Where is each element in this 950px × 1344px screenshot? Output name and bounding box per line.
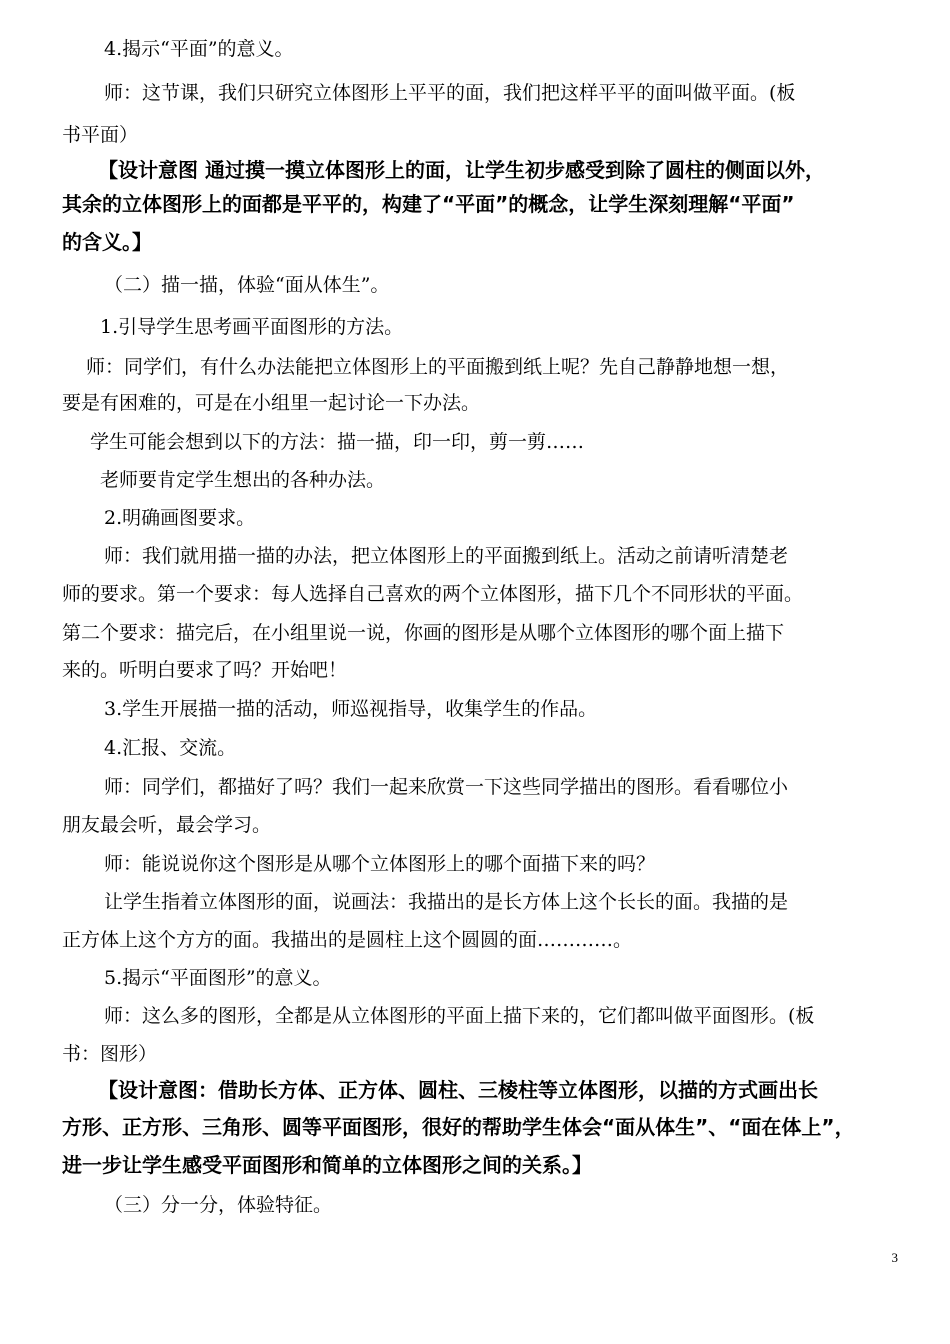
text-line: 要是有困难的，可是在小组里一起讨论一下办法。 bbox=[62, 392, 481, 414]
text-line: 5.揭示“平面图形”的意义。 bbox=[104, 967, 332, 989]
section-heading: （二）描一描，体验“面从体生”。 bbox=[104, 274, 390, 296]
text-line: 师：我们就用描一描的办法，把立体图形上的平面搬到纸上。活动之前请听清楚老 bbox=[104, 545, 789, 567]
text-line: 第二个要求：描完后，在小组里说一说，你画的图形是从哪个立体图形的哪个面上描下 bbox=[62, 622, 785, 644]
text-line: 师：能说说你这个图形是从哪个立体图形上的哪个面描下来的吗？ bbox=[104, 853, 656, 875]
text-line: 师的要求。第一个要求：每人选择自己喜欢的两个立体图形，描下几个不同形状的平面。 bbox=[62, 583, 804, 605]
design-intent-line: 的含义。】 bbox=[62, 230, 152, 254]
section-heading: （三）分一分，体验特征。 bbox=[104, 1194, 333, 1216]
design-intent-line: 【设计意图：借助长方体、正方体、圆柱、三棱柱等立体图形，以描的方式画出长 bbox=[98, 1078, 818, 1102]
design-intent-line: 进一步让学生感受平面图形和简单的立体图形之间的关系。】 bbox=[62, 1153, 592, 1177]
design-intent-line: 【设计意图 通过摸一摸立体图形上的面，让学生初步感受到除了圆柱的侧面以外， bbox=[98, 158, 825, 182]
text-line: 1.引导学生思考画平面图形的方法。 bbox=[100, 316, 404, 338]
design-intent-line: 方形、正方形、三角形、圆等平面图形，很好的帮助学生体会“面从体生”、“面在体上”， bbox=[62, 1115, 855, 1139]
text-line: 朋友最会听，最会学习。 bbox=[62, 814, 272, 836]
text-line: 师：同学们，有什么办法能把立体图形上的平面搬到纸上呢？先自己静静地想一想， bbox=[86, 356, 790, 378]
text-line: 4.汇报、交流。 bbox=[104, 737, 237, 759]
text-line: 书：图形） bbox=[62, 1043, 158, 1065]
text-line: 书平面） bbox=[62, 124, 139, 146]
text-line: 师：这节课，我们只研究立体图形上平平的面，我们把这样平平的面叫做平面。(板 bbox=[104, 82, 796, 104]
text-line: 3.学生开展描一描的活动，师巡视指导，收集学生的作品。 bbox=[104, 698, 598, 720]
text-line: 老师要肯定学生想出的各种办法。 bbox=[100, 469, 386, 491]
text-line: 正方体上这个方方的面。我描出的是圆柱上这个圆圆的面…………。 bbox=[62, 929, 633, 951]
text-line: 师：这么多的图形，全都是从立体图形的平面上描下来的，它们都叫做平面图形。(板 bbox=[104, 1005, 815, 1027]
text-line: 学生可能会想到以下的方法：描一描，印一印，剪一剪…… bbox=[90, 431, 585, 453]
text-line: 2.明确画图要求。 bbox=[104, 507, 256, 529]
text-line: 来的。听明白要求了吗？开始吧！ bbox=[62, 659, 348, 681]
text-line: 让学生指着立体图形的面，说画法：我描出的是长方体上这个长长的面。我描的是 bbox=[104, 891, 789, 913]
design-intent-line: 其余的立体图形上的面都是平平的，构建了“平面”的概念，让学生深刻理解“平面” bbox=[62, 192, 795, 216]
page-number: 3 bbox=[891, 1250, 898, 1265]
text-line: 4.揭示“平面”的意义。 bbox=[104, 38, 294, 60]
text-line: 师：同学们，都描好了吗？我们一起来欣赏一下这些同学描出的图形。看看哪位小 bbox=[104, 776, 789, 798]
